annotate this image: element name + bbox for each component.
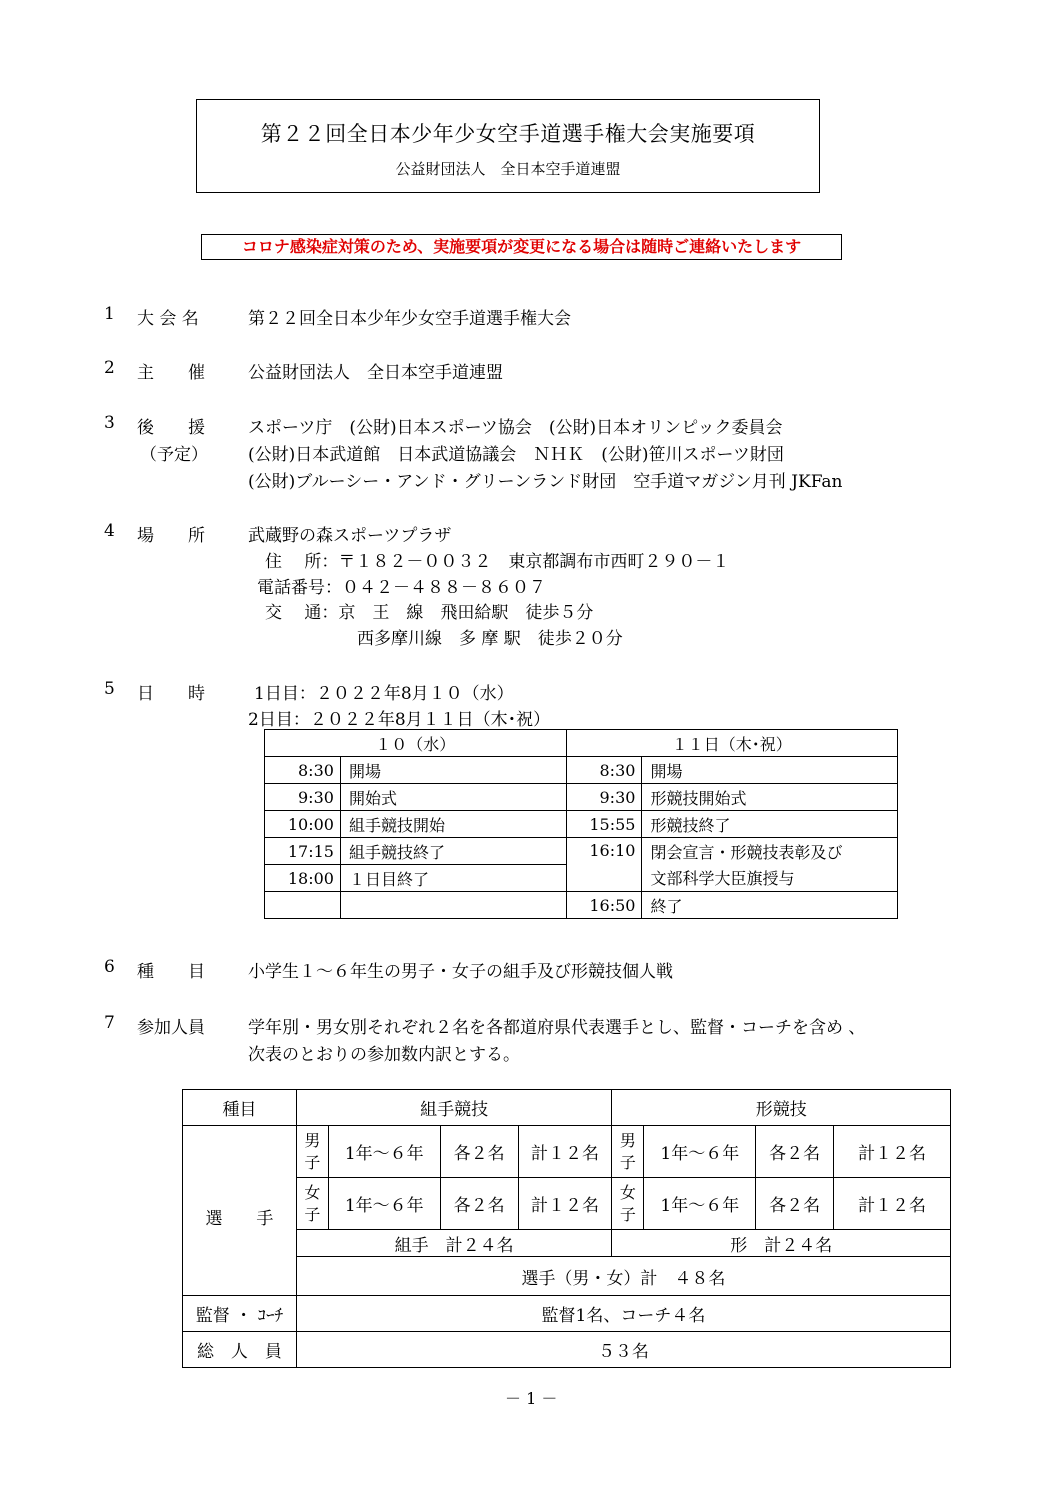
item-3-line-2: (公財)日本武道館 日本武道協議会 ＮＨＫ (公財)笹川スポーツ財団 bbox=[248, 445, 784, 465]
kumite-male-total: 計１２名 bbox=[518, 1126, 612, 1178]
item-7-line-1: 学年別・男女別それぞれ２名を各都道府県代表選手とし、監督・コーチを含め 、 bbox=[248, 1018, 866, 1038]
day2-time: 16:50 bbox=[566, 892, 642, 919]
item-4-number: 4 bbox=[104, 521, 115, 541]
item-4-address: 住 所：〒１８２－００３２ 東京都調布市西町２９０－１ bbox=[265, 552, 730, 572]
item-4-access-2: 西多摩川線 多 摩 駅 徒歩２０分 bbox=[357, 629, 623, 649]
kumite-total: 組手 計２４名 bbox=[296, 1230, 612, 1257]
schedule-day1-header: １０（水） bbox=[265, 730, 567, 757]
title-box bbox=[196, 99, 820, 193]
athletes-total: 選手（男・女）計 ４８名 bbox=[296, 1257, 950, 1296]
item-7-line-2: 次表のとおりの参加数内訳とする。 bbox=[248, 1045, 520, 1065]
day1-time: 8:30 bbox=[265, 757, 341, 784]
kata-male-total: 計１２名 bbox=[834, 1126, 951, 1178]
day2-time: 9:30 bbox=[566, 784, 642, 811]
kata-female-total: 計１２名 bbox=[834, 1178, 951, 1230]
grand-total-value: ５３名 bbox=[296, 1332, 950, 1368]
kumite-female-label: 女 子 bbox=[296, 1178, 328, 1230]
item-3-line-3: (公財)ブルーシー・アンド・グリーンランド財団 空手道マガジン月刊 JKFan bbox=[248, 472, 843, 492]
item-2-number: 2 bbox=[104, 358, 115, 378]
kata-male-each: 各２名 bbox=[756, 1126, 834, 1178]
item-5-label: 日 時 bbox=[137, 684, 205, 704]
item-3-number: 3 bbox=[104, 413, 115, 433]
kata-female-grades: 1年～６年 bbox=[644, 1178, 756, 1230]
item-6-value: 小学生１～６年生の男子・女子の組手及び形競技個人戦 bbox=[248, 962, 673, 982]
day1-time: 9:30 bbox=[265, 784, 341, 811]
item-6-number: 6 bbox=[104, 957, 115, 977]
item-5-day-1: 1日目：２０２２年8月１０（水） bbox=[254, 684, 514, 704]
day1-event: １日目終了 bbox=[340, 865, 566, 892]
organization-name: 公益財団法人 全日本空手道連盟 bbox=[395, 160, 621, 178]
item-3-sublabel: （予定） bbox=[140, 445, 208, 465]
item-2-label: 主 催 bbox=[137, 363, 205, 383]
day1-time: 18:00 bbox=[265, 865, 341, 892]
item-6-label: 種 目 bbox=[137, 962, 205, 982]
day1-event: 組手競技終了 bbox=[340, 838, 566, 865]
header-kumite: 組手競技 bbox=[296, 1090, 612, 1126]
item-7-number: 7 bbox=[104, 1013, 115, 1033]
kata-male-grades: 1年～６年 bbox=[644, 1126, 756, 1178]
coach-label: 監督 ・ ｺｰﾁ bbox=[183, 1296, 297, 1332]
day1-time: 17:15 bbox=[265, 838, 341, 865]
day1-event-empty bbox=[340, 892, 566, 919]
kata-female-label: 女 子 bbox=[612, 1178, 644, 1230]
covid-notice: コロナ感染症対策のため、実施要項が変更になる場合は随時ご連絡いたします bbox=[201, 234, 842, 260]
kumite-female-each: 各２名 bbox=[440, 1178, 518, 1230]
item-1-label: 大 会 名 bbox=[137, 309, 199, 329]
item-7-label: 参加人員 bbox=[137, 1018, 205, 1038]
day1-event: 開始式 bbox=[340, 784, 566, 811]
participants-table bbox=[182, 1089, 951, 1368]
item-1-number: 1 bbox=[104, 304, 115, 324]
day1-time-empty bbox=[265, 892, 341, 919]
item-5-day-2: 2日目：２０２２年8月１１日（木･祝） bbox=[248, 710, 551, 730]
kumite-female-total: 計１２名 bbox=[518, 1178, 612, 1230]
item-5-number: 5 bbox=[104, 679, 115, 699]
item-4-label: 場 所 bbox=[137, 526, 205, 546]
day2-time: 16:10 bbox=[566, 838, 642, 892]
kata-male-label: 男 子 bbox=[612, 1126, 644, 1178]
day2-time: 8:30 bbox=[566, 757, 642, 784]
header-kata: 形競技 bbox=[612, 1090, 951, 1126]
item-4-value: 武蔵野の森スポーツプラザ bbox=[248, 526, 452, 546]
item-4-access-1: 交 通：京 王 線 飛田給駅 徒歩５分 bbox=[265, 603, 594, 623]
item-4-phone: 電話番号：０４２－４８８－８６０７ bbox=[257, 578, 546, 598]
day2-event: 形競技終了 bbox=[642, 811, 898, 838]
kata-total: 形 計２４名 bbox=[612, 1230, 951, 1257]
item-3-line-1: スポーツ庁 (公財)日本スポーツ協会 (公財)日本オリンピック委員会 bbox=[248, 418, 783, 438]
day1-time: 10:00 bbox=[265, 811, 341, 838]
day1-event: 開場 bbox=[340, 757, 566, 784]
kumite-male-each: 各２名 bbox=[440, 1126, 518, 1178]
document-title: 第２２回全日本少年少女空手道選手権大会実施要項 bbox=[260, 122, 756, 146]
day2-event: 形競技開始式 bbox=[642, 784, 898, 811]
item-2-value: 公益財団法人 全日本空手道連盟 bbox=[248, 363, 503, 383]
kumite-female-grades: 1年～６年 bbox=[328, 1178, 440, 1230]
header-event: 種目 bbox=[183, 1090, 297, 1126]
kumite-male-grades: 1年～６年 bbox=[328, 1126, 440, 1178]
athletes-label: 選 手 bbox=[183, 1126, 297, 1296]
item-3-label: 後 援 bbox=[137, 418, 205, 438]
day1-event: 組手競技開始 bbox=[340, 811, 566, 838]
grand-total-label: 総 人 員 bbox=[183, 1332, 297, 1368]
item-1-value: 第２２回全日本少年少女空手道選手権大会 bbox=[248, 309, 571, 329]
kata-female-each: 各２名 bbox=[756, 1178, 834, 1230]
day2-event: 開場 bbox=[642, 757, 898, 784]
day2-event: 閉会宣言・形競技表彰及び bbox=[642, 838, 898, 865]
schedule-day2-header: １１日（木･祝） bbox=[566, 730, 898, 757]
coach-value: 監督1名、コーチ４名 bbox=[296, 1296, 950, 1332]
day2-event-continued: 文部科学大臣旗授与 bbox=[642, 865, 898, 892]
kumite-male-label: 男 子 bbox=[296, 1126, 328, 1178]
page-number: － 1 － bbox=[505, 1389, 558, 1408]
schedule-table bbox=[264, 729, 898, 919]
day2-event: 終了 bbox=[642, 892, 898, 919]
day2-time: 15:55 bbox=[566, 811, 642, 838]
